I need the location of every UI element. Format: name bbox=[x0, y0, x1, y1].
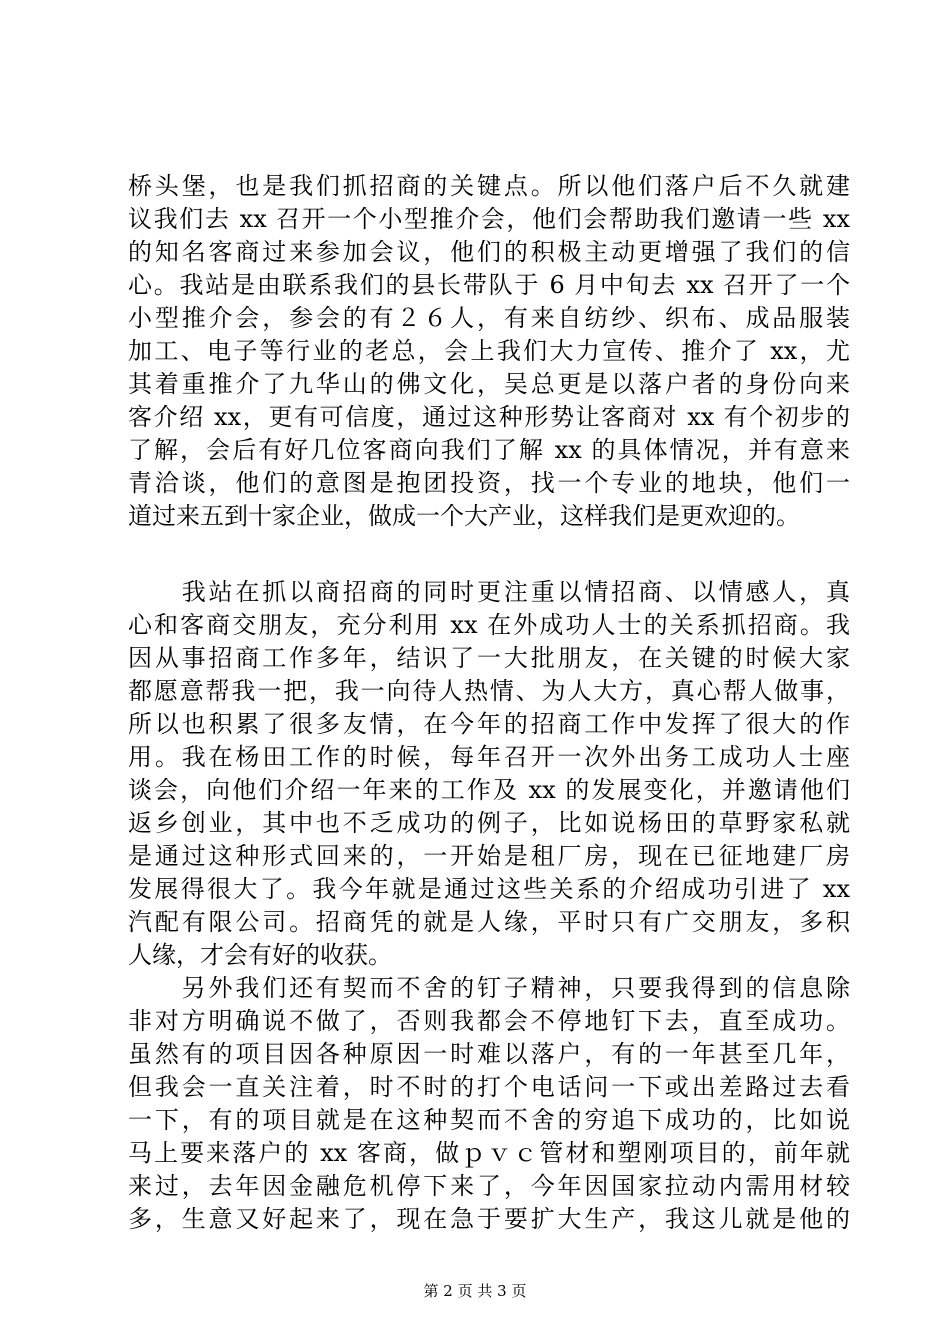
text-line: 都愿意帮我一把，我一向待人热情、为人大方，真心帮人做事， bbox=[128, 677, 850, 705]
page-footer: 第 2 页 共 3 页 bbox=[423, 1282, 527, 1300]
text-line: 所以也积累了很多友情，在今年的招商工作中发挥了很大的作 bbox=[128, 710, 850, 738]
text-line: 我站在抓以商招商的同时更注重以情招商、以情感人，真 bbox=[128, 578, 850, 606]
text-line: 因从事招商工作多年，结识了一大批朋友，在关键的时候大家 bbox=[128, 644, 850, 672]
text-line: 了解，会后有好几位客商向我们了解 xx 的具体情况，并有意来 bbox=[128, 436, 850, 464]
text-line: 是通过这种形式回来的，一开始是租厂房，现在已征地建厂房 bbox=[128, 842, 850, 870]
text-line: 虽然有的项目因各种原因一时难以落户，有的一年甚至几年， bbox=[128, 1040, 850, 1068]
text-line: 道过来五到十家企业，做成一个大产业，这样我们是更欢迎的。 bbox=[128, 502, 800, 530]
paragraph-2 bbox=[128, 576, 850, 972]
text-line: 马上要来落户的 xx 客商，做ｐｖｃ管材和塑刚项目的，前年就 bbox=[128, 1139, 850, 1167]
text-line: 其着重推介了九华山的佛文化，吴总更是以落户者的身份向来 bbox=[128, 370, 850, 398]
text-line: 另外我们还有契而不舍的钉子精神，只要我得到的信息除 bbox=[128, 974, 850, 1002]
text-line: 心和客商交朋友，充分利用 xx 在外成功人士的关系抓招商。我 bbox=[128, 611, 850, 639]
text-line: 谈会，向他们介绍一年来的工作及 xx 的发展变化，并邀请他们 bbox=[128, 776, 850, 804]
text-line: 汽配有限公司。招商凭的就是人缘，平时只有广交朋友，多积 bbox=[128, 908, 850, 936]
text-line: 的知名客商过来参加会议，他们的积极主动更增强了我们的信 bbox=[128, 238, 850, 266]
text-line: 返乡创业，其中也不乏成功的例子，比如说杨田的草野家私就 bbox=[128, 809, 850, 837]
text-line: 客介绍 xx，更有可信度，通过这种形势让客商对 xx 有个初步的 bbox=[128, 403, 850, 431]
text-line: 但我会一直关注着，时不时的打个电话问一下或出差路过去看 bbox=[128, 1073, 850, 1101]
text-line: 青洽谈，他们的意图是抱团投资，找一个专业的地块，他们一 bbox=[128, 469, 850, 497]
text-line: 人缘，才会有好的收获。 bbox=[128, 941, 392, 969]
document-body bbox=[128, 170, 850, 1236]
text-line: 加工、电子等行业的老总，会上我们大力宣传、推介了 xx，尤 bbox=[128, 337, 850, 365]
text-line: 多，生意又好起来了，现在急于要扩大生产，我这儿就是他的 bbox=[128, 1205, 850, 1233]
text-line: 心。我站是由联系我们的县长带队于 6 月中旬去 xx 召开了一个 bbox=[128, 271, 850, 299]
paragraph-1 bbox=[128, 170, 850, 533]
text-line: 发展得很大了。我今年就是通过这些关系的介绍成功引进了 xx bbox=[128, 875, 850, 903]
paragraph-spacer bbox=[128, 533, 850, 576]
text-line: 桥头堡，也是我们抓招商的关键点。所以他们落户后不久就建 bbox=[128, 172, 850, 200]
text-line: 一下，有的项目就是在这种契而不舍的穷追下成功的，比如说 bbox=[128, 1106, 850, 1134]
text-line: 用。我在杨田工作的时候，每年召开一次外出务工成功人士座 bbox=[128, 743, 850, 771]
text-line: 小型推介会，参会的有２６人，有来自纺纱、织布、成品服装 bbox=[128, 304, 850, 332]
paragraph-3 bbox=[128, 972, 850, 1236]
text-line: 议我们去 xx 召开一个小型推介会，他们会帮助我们邀请一些 xx bbox=[128, 205, 850, 233]
text-line: 非对方明确说不做了，否则我都会不停地钉下去，直至成功。 bbox=[128, 1007, 850, 1035]
text-line: 来过，去年因金融危机停下来了，今年因国家拉动内需用材较 bbox=[128, 1172, 850, 1200]
